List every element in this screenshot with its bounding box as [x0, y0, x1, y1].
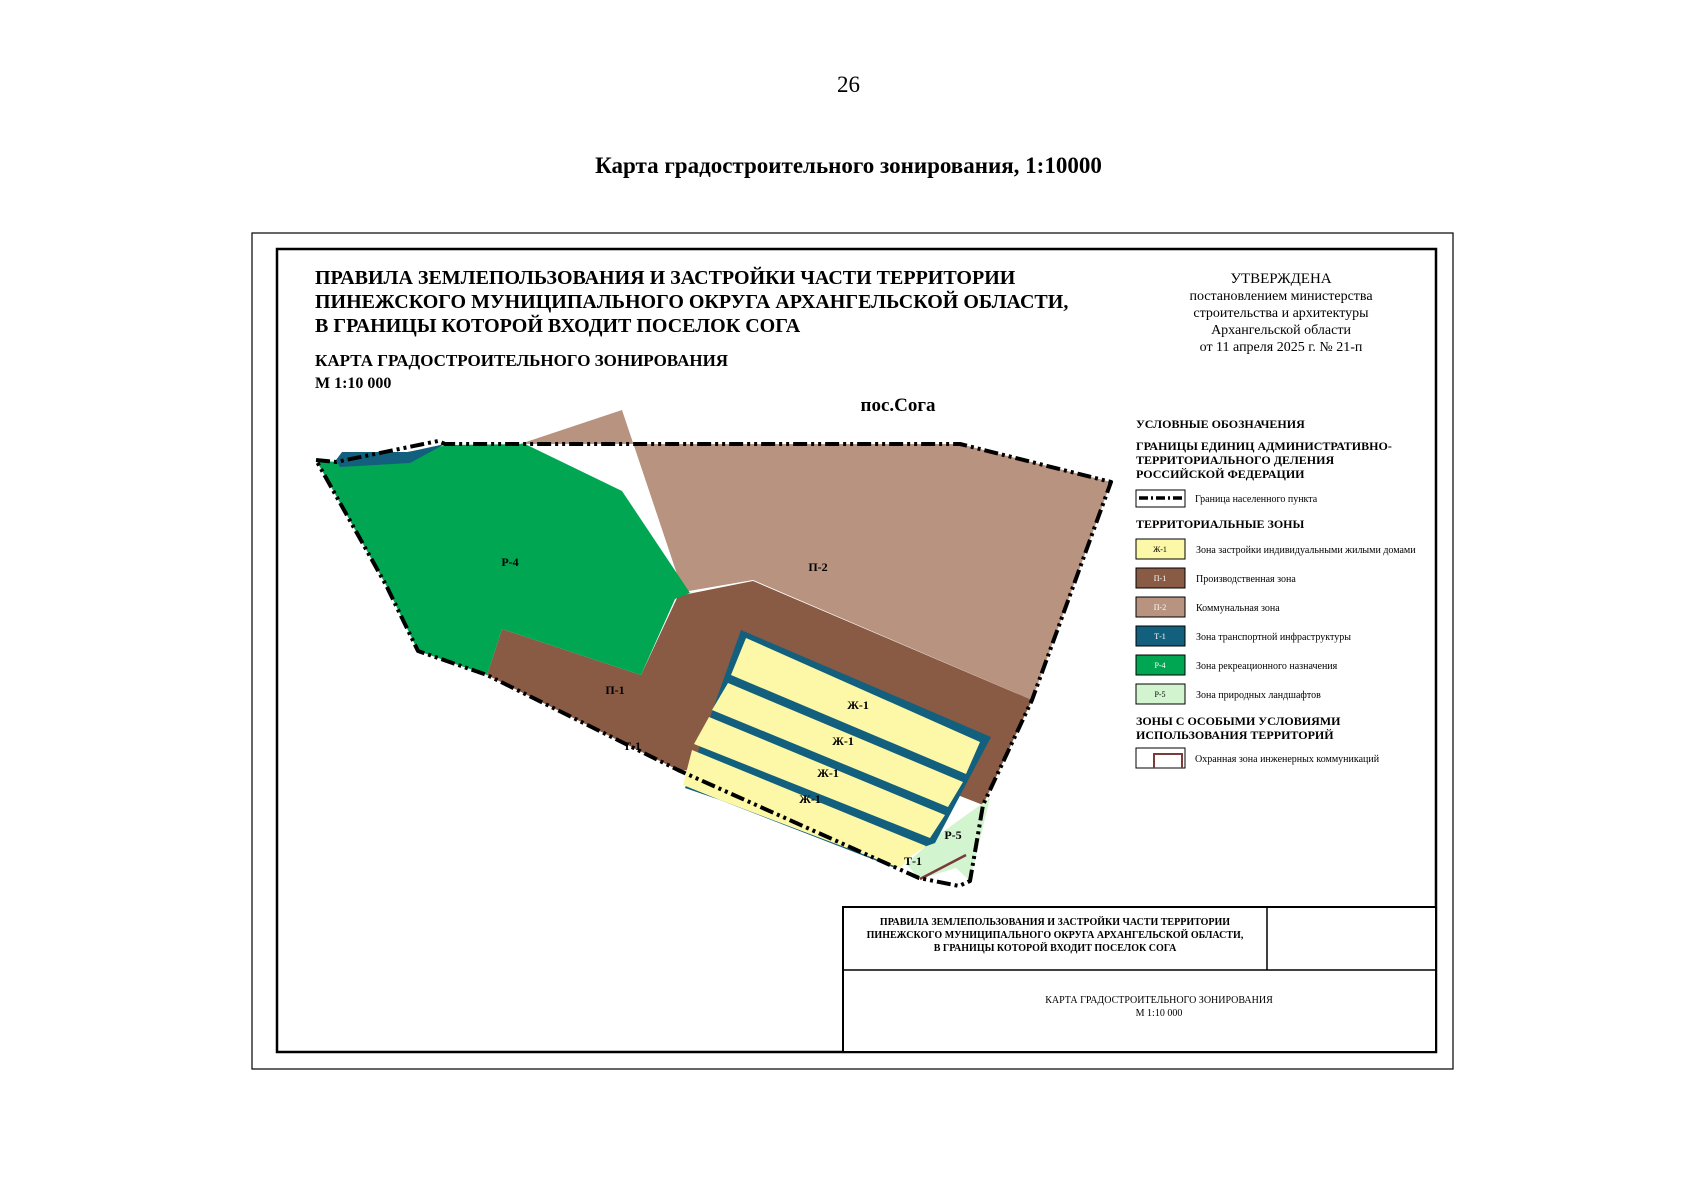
map-title-line1: ПРАВИЛА ЗЕМЛЕПОЛЬЗОВАНИЯ И ЗАСТРОЙКИ ЧАСТИ ТЕРРИТОРИИ [315, 267, 1016, 289]
page-title: Карта градостроительного зонирования, 1:10000 [595, 153, 1102, 178]
legend-label-t1: Зона транспортной инфраструктуры [1196, 632, 1351, 643]
legend-zone-p1 [1136, 568, 1296, 588]
legend-code-r5: Р-5 [1154, 690, 1166, 699]
legend-code-p1: П-1 [1153, 574, 1167, 583]
legend-label-p1: Производственная зона [1196, 574, 1296, 585]
legend-zone-p2 [1136, 597, 1280, 617]
settlement-name: пос.Сога [860, 395, 936, 416]
map-title-line3: В ГРАНИЦЫ КОТОРОЙ ВХОДИТ ПОСЕЛОК СОГА [315, 315, 801, 337]
legend-zone-zh1 [1136, 539, 1416, 559]
label-r5: Р-5 [944, 828, 962, 842]
legend-zone-t1 [1136, 626, 1351, 646]
legend-zones-heading: ТЕРРИТОРИАЛЬНЫЕ ЗОНЫ [1136, 517, 1305, 531]
legend-label-zh1: Зона застройки индивидуальными жилыми домами [1196, 545, 1416, 556]
legend-zone-r4 [1136, 655, 1338, 675]
label-p2: П-2 [808, 560, 828, 574]
legend-label-r5: Зона природных ландшафтов [1196, 690, 1321, 701]
label-zh1-a: Ж-1 [847, 698, 869, 712]
label-zh1-b: Ж-1 [832, 734, 854, 748]
approval-line5: от 11 апреля 2025 г. № 21-п [1199, 340, 1363, 355]
legend-special-heading-1: ЗОНЫ С ОСОБЫМИ УСЛОВИЯМИ [1136, 714, 1341, 728]
legend-boundary-label: Граница населенного пункта [1195, 494, 1318, 505]
title-stamp [843, 907, 1436, 1052]
label-zh1-c: Ж-1 [817, 766, 839, 780]
legend-boundaries-heading-3: РОССИЙСКОЙ ФЕДЕРАЦИИ [1136, 467, 1305, 481]
map-title-line2: ПИНЕЖСКОГО МУНИЦИПАЛЬНОГО ОКРУГА АРХАНГЕЛЬСКОЙ ОБЛАСТИ, [315, 291, 1069, 313]
stamp-bottom-line1: КАРТА ГРАДОСТРОИТЕЛЬНОГО ЗОНИРОВАНИЯ [1045, 995, 1273, 1006]
legend-heading: УСЛОВНЫЕ ОБОЗНАЧЕНИЯ [1136, 417, 1305, 431]
legend-label-p2: Коммунальная зона [1196, 603, 1280, 614]
legend [1136, 417, 1416, 768]
zone-areas [316, 410, 1111, 881]
map-subtitle: КАРТА ГРАДОСТРОИТЕЛЬНОГО ЗОНИРОВАНИЯ [315, 351, 729, 370]
label-t1-a: Т-1 [623, 739, 641, 753]
page-number: 26 [837, 72, 860, 97]
legend-special-label: Охранная зона инженерных коммуникаций [1195, 754, 1380, 765]
stamp-line1: ПРАВИЛА ЗЕМЛЕПОЛЬЗОВАНИЯ И ЗАСТРОЙКИ ЧАСТИ ТЕРРИТОРИИ [879, 917, 1231, 928]
legend-label-r4: Зона рекреационного назначения [1196, 661, 1338, 672]
legend-code-p2: П-2 [1153, 603, 1167, 612]
legend-special-swatch [1136, 748, 1185, 768]
approval-line2: постановлением министерства [1189, 289, 1373, 304]
approval-line1: УТВЕРЖДЕНА [1230, 271, 1332, 287]
stamp-line2: ПИНЕЖСКОГО МУНИЦИПАЛЬНОГО ОКРУГА АРХАНГЕЛЬСКОЙ ОБЛАСТИ, [866, 930, 1244, 941]
legend-special-heading-2: ИСПОЛЬЗОВАНИЯ ТЕРРИТОРИЙ [1136, 728, 1334, 742]
approval-line3: строительства и архитектуры [1193, 306, 1369, 321]
approval-line4: Архангельской области [1211, 323, 1351, 338]
label-zh1-d: Ж-1 [799, 792, 821, 806]
legend-boundaries-heading-1: ГРАНИЦЫ ЕДИНИЦ АДМИНИСТРАТИВНО- [1136, 439, 1392, 453]
legend-code-r4: Р-4 [1154, 661, 1166, 670]
stamp-line3: В ГРАНИЦЫ КОТОРОЙ ВХОДИТ ПОСЕЛОК СОГА [933, 943, 1177, 954]
approval-block [1189, 271, 1373, 355]
legend-code-t1: Т-1 [1154, 632, 1166, 641]
stamp-frame [843, 907, 1436, 1052]
map-header [315, 266, 1068, 392]
label-t1-b: Т-1 [904, 854, 922, 868]
map-scale: М 1:10 000 [315, 375, 392, 392]
label-p1: П-1 [605, 683, 625, 697]
legend-code-zh1: Ж-1 [1153, 545, 1167, 554]
stamp-bottom-line2: М 1:10 000 [1135, 1008, 1183, 1019]
legend-boundaries-heading-2: ТЕРРИТОРИАЛЬНОГО ДЕЛЕНИЯ [1136, 453, 1335, 467]
legend-zone-r5 [1136, 684, 1321, 704]
label-r4: Р-4 [501, 555, 519, 569]
